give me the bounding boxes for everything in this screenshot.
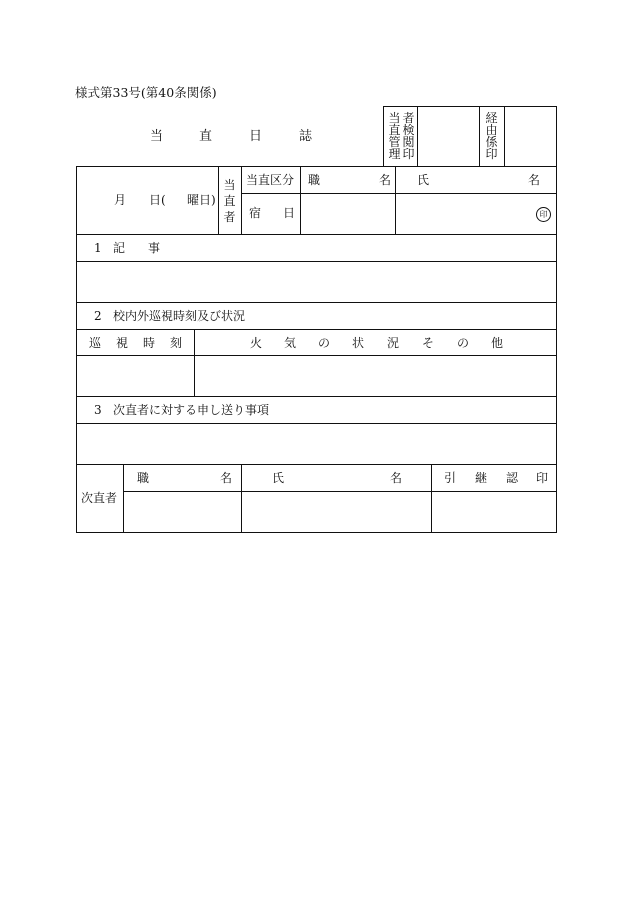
relay-label: 経由係印: [485, 111, 498, 161]
next-position-field[interactable]: [124, 492, 241, 532]
section2-title: 校内外巡視時刻及び状況: [113, 309, 246, 323]
handover-notes-field[interactable]: [77, 424, 556, 464]
form-number: 様式第33号(第40条関係): [75, 85, 217, 100]
shukujitsu-char-2: 日: [283, 206, 296, 220]
fire-status-char-2: 気: [284, 336, 297, 350]
seal-icon: 印: [536, 207, 551, 222]
title-char-1: 当: [150, 129, 164, 144]
patrol-time-char-3: 時: [143, 336, 156, 350]
fire-status-char-3: の: [318, 336, 331, 350]
position-char-2: 名: [379, 173, 392, 187]
handover-seal-char-4: 印: [536, 471, 549, 485]
name-char-1: 氏: [417, 173, 430, 187]
section3-number: 3: [94, 403, 102, 417]
inspection-label-col2: 者検閲印: [402, 111, 415, 161]
section1-char-2: 事: [148, 241, 161, 255]
fire-status-char-7: の: [457, 336, 470, 350]
fire-status-char-1: 火: [250, 336, 263, 350]
section1-char-1: 記: [113, 241, 126, 255]
day-label: 日(: [149, 193, 166, 207]
inspection-seal-box[interactable]: [418, 107, 479, 166]
fire-status-char-6: そ: [422, 336, 435, 350]
next-position-char-2: 名: [220, 471, 233, 485]
section3-title: 次直者に対する申し送り事項: [113, 403, 270, 417]
fire-status-char-4: 状: [352, 336, 365, 350]
patrol-time-char-2: 視: [116, 336, 129, 350]
relay-seal-box[interactable]: [505, 107, 556, 166]
duty-division-label: 当直区分: [246, 173, 295, 187]
duty-position-field[interactable]: [301, 194, 395, 234]
next-position-char-1: 職: [137, 471, 150, 485]
handover-seal-field[interactable]: [432, 492, 556, 532]
title-char-3: 日: [249, 129, 263, 144]
month-label: 月: [114, 193, 127, 207]
patrol-time-char-1: 巡: [89, 336, 102, 350]
next-name-char-1: 氏: [272, 471, 285, 485]
section1-number: 1: [94, 241, 102, 255]
section2-number: 2: [94, 309, 102, 323]
next-name-field[interactable]: [242, 492, 431, 532]
title-char-2: 直: [199, 129, 213, 144]
position-char-1: 職: [308, 173, 321, 187]
duty-person-label: 当直者: [223, 178, 236, 224]
handover-seal-char-1: 引: [444, 471, 457, 485]
name-char-2: 名: [528, 173, 541, 187]
date-cell[interactable]: [77, 167, 218, 234]
patrol-time-field[interactable]: [77, 356, 194, 396]
next-name-char-2: 名: [390, 471, 403, 485]
fire-status-char-5: 況: [387, 336, 400, 350]
next-duty-label: 次直者: [81, 491, 118, 505]
handover-seal-char-2: 継: [475, 471, 488, 485]
inspection-label-col1: 当直管理: [388, 111, 401, 161]
shukujitsu-char-1: 宿: [249, 206, 262, 220]
fire-status-field[interactable]: [195, 356, 556, 396]
handover-seal-char-3: 認: [506, 471, 519, 485]
weekday-label: 曜日): [187, 193, 216, 207]
notes-field[interactable]: [77, 262, 556, 302]
fire-status-char-8: 他: [491, 336, 504, 350]
title-char-4: 誌: [299, 129, 313, 144]
duty-name-field[interactable]: [396, 194, 556, 234]
patrol-time-char-4: 刻: [170, 336, 183, 350]
